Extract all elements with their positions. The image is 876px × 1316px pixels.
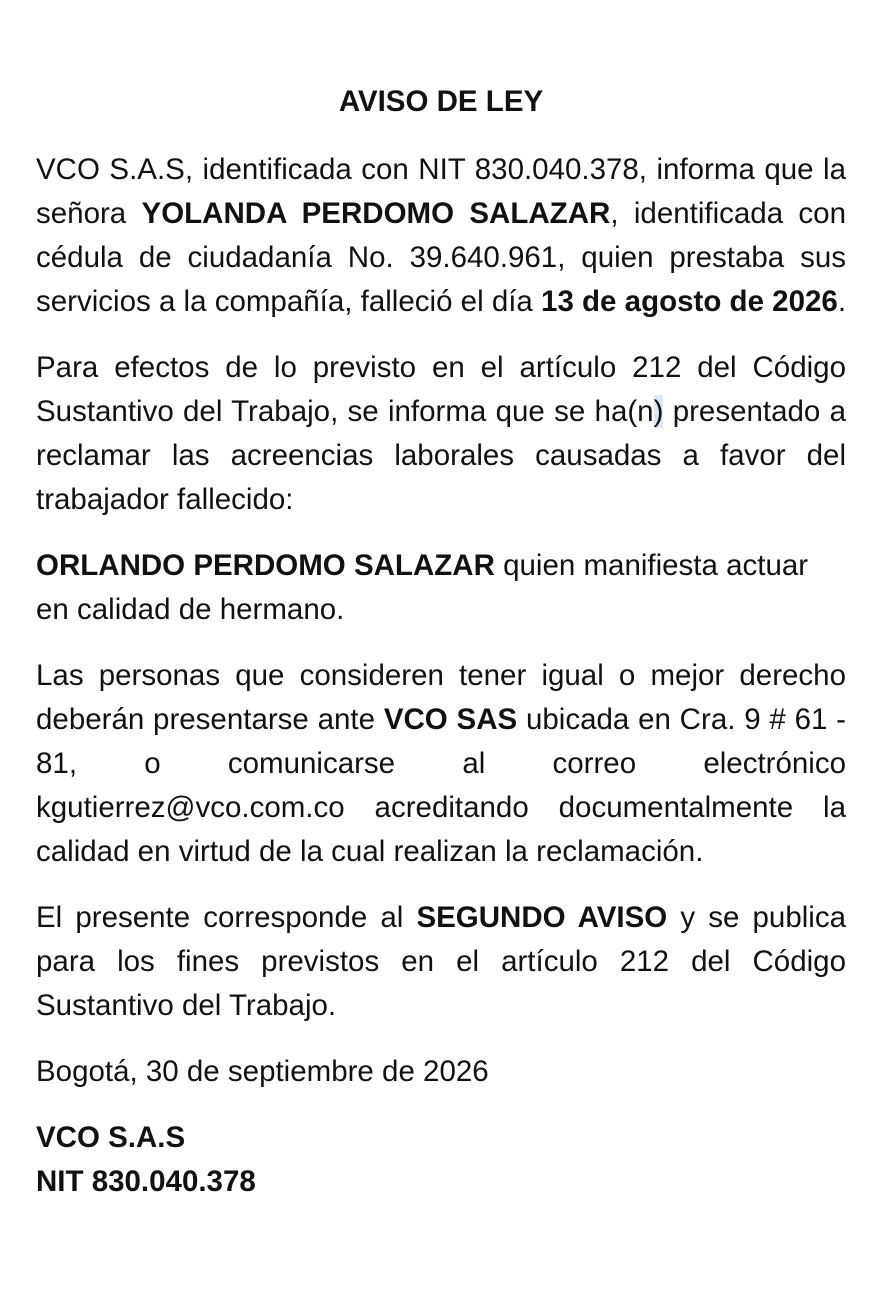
p4-text-1: Las personas que consideren tener igual o mejor derecho deberán presentarse ante bbox=[36, 659, 846, 736]
signature-block bbox=[36, 1116, 846, 1204]
document-title: AVISO DE LEY bbox=[338, 85, 544, 118]
paragraph-instructions bbox=[36, 654, 846, 874]
paragraph-notice-number bbox=[36, 896, 846, 1028]
p3-text-1: quien manifiesta actuar en calidad de hermano. bbox=[36, 549, 809, 626]
p2-text-1: Para efectos de lo previsto en el artículo 212 del Código Sustantivo del Trabajo, se informa que se ha(n bbox=[36, 351, 846, 428]
claimant-name: ORLANDO PERDOMO SALAZAR bbox=[36, 549, 495, 582]
p5-text-1: El presente corresponde al bbox=[36, 901, 417, 934]
paragraph-deceased-notice bbox=[36, 148, 846, 324]
date-of-death: 13 de agosto de 2026 bbox=[541, 285, 838, 318]
p2-text-2: presentado a reclamar las acreencias laborales causadas a favor del trabajador fallecido: bbox=[36, 395, 846, 516]
deceased-name: YOLANDA PERDOMO SALAZAR bbox=[141, 197, 611, 230]
date-line: Bogotá, 30 de septiembre de 2026 bbox=[36, 1055, 489, 1088]
notice-document bbox=[36, 80, 846, 1204]
highlighted-text: ) bbox=[653, 395, 664, 428]
p5-text-2: y se publica para los fines previstos en el artículo 212 del Código Sustantivo del Trabajo. bbox=[36, 901, 846, 1022]
p1-text-1: VCO S.A.S, identificada con NIT 830.040.378, informa que la señora bbox=[36, 153, 846, 230]
company-name-inline: VCO SAS bbox=[383, 703, 518, 736]
paragraph-legal-basis bbox=[36, 346, 846, 522]
p1-text-3: . bbox=[837, 285, 847, 318]
signature-company: VCO S.A.S bbox=[36, 1121, 186, 1154]
paragraph-claimant bbox=[36, 544, 846, 632]
p1-text-2: , identificada con cédula de ciudadanía No. 39.640.961, quien prestaba sus servicios a la compañía, falleció el día bbox=[36, 197, 846, 318]
signature-nit: NIT 830.040.378 bbox=[36, 1165, 256, 1198]
p4-text-2: ubicada en Cra. 9 # 61 - 81, o comunicarse al correo electrónico kgutierrez@vco.com.co acreditando documentalmente la calidad en virtud de la cual realizan la reclamación. bbox=[36, 703, 846, 868]
notice-number: SEGUNDO AVISO bbox=[416, 901, 668, 934]
